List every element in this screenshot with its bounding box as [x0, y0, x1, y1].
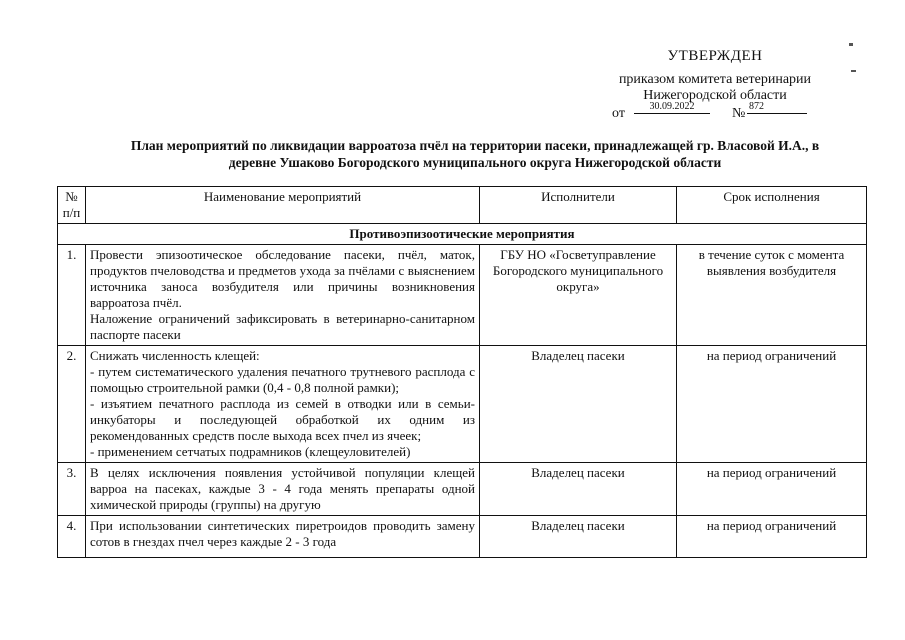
row-measure [86, 516, 480, 558]
approval-number: 872 [747, 101, 807, 114]
approval-block [600, 48, 830, 122]
approval-heading: УТВЕРЖДЕН [667, 48, 763, 64]
section-row [58, 224, 867, 245]
table-row [58, 245, 867, 346]
row-executor: Владелец пасеки [480, 463, 677, 516]
approval-line-1: приказом комитета ветеринарии [618, 72, 812, 87]
title-line-1: План мероприятий по ликвидации варроатоза пчёл на территории пасеки, принадлежащей гр. Власовой И.А., в [130, 138, 820, 153]
approval-ot-label: от [612, 106, 625, 121]
measure-line: - изъятием печатного расплода из семей в отводки или в семьи-инкубаторы и последующей обработкой их одним из рекомендованных средств после выхода всех пчел из ячеек; [90, 396, 475, 443]
row-executor: Владелец пасеки [480, 516, 677, 558]
header-number: № п/п [58, 187, 86, 224]
header-term: Срок исполнения [677, 187, 867, 224]
header-executor: Исполнители [480, 187, 677, 224]
approval-date-row [600, 101, 830, 122]
scan-mark [849, 43, 853, 46]
document-title [105, 137, 845, 171]
measures-table [57, 186, 867, 558]
header-name: Наименование мероприятий [86, 187, 480, 224]
row-number: 1. [58, 245, 86, 346]
measure-line: - применением сетчатых подрамников (клещеуловителей) [90, 444, 411, 459]
table-row [58, 346, 867, 463]
row-term: в течение суток с момента выявления возбудителя [677, 245, 867, 346]
measure-line: - путем систематического удаления печатного трутневого расплода с помощью строительной рамки (0,4 - 0,8 полной рамки); [90, 364, 475, 395]
row-measure [86, 346, 480, 463]
section-title: Противоэпизоотические мероприятия [58, 224, 867, 245]
measure-line: Провести эпизоотическое обследование пасеки, пчёл, маток, продуктов пчеловодства и предметов ухода за пчёлами с выяснением источника заноса возбудителя или причины возникновения варроатоза пчёл. [90, 247, 475, 310]
measure-line: Снижать численность клещей: [90, 348, 260, 363]
table-row [58, 463, 867, 516]
row-measure [86, 245, 480, 346]
row-executor: Владелец пасеки [480, 346, 677, 463]
scan-mark [851, 70, 856, 72]
row-executor: ГБУ НО «Госветуправление Богородского муниципального округа» [480, 245, 677, 346]
measure-line: В целях исключения появления устойчивой популяции клещей варроа на пасеках, каждые 3 - 4 года менять препараты одной химической природы (группы) на другую [90, 465, 475, 512]
row-number: 2. [58, 346, 86, 463]
approval-number-label: № [732, 106, 746, 121]
row-number: 4. [58, 516, 86, 558]
approval-date: 30.09.2022 [634, 101, 710, 114]
measure-line: Наложение ограничений зафиксировать в ветеринарно-санитарном паспорте пасеки [90, 311, 475, 342]
table-row [58, 516, 867, 558]
row-term: на период ограничений [677, 516, 867, 558]
row-term: на период ограничений [677, 463, 867, 516]
row-number: 3. [58, 463, 86, 516]
measure-line: При использовании синтетических пиретроидов проводить замену сотов в гнездах пчел через каждые 2 - 3 года [90, 518, 475, 549]
table-header-row [58, 187, 867, 224]
row-measure [86, 463, 480, 516]
approval-line-2: Нижегородской области [643, 88, 787, 103]
title-line-2: деревне Ушаково Богородского муниципального округа Нижегородской области [228, 155, 722, 170]
row-term: на период ограничений [677, 346, 867, 463]
